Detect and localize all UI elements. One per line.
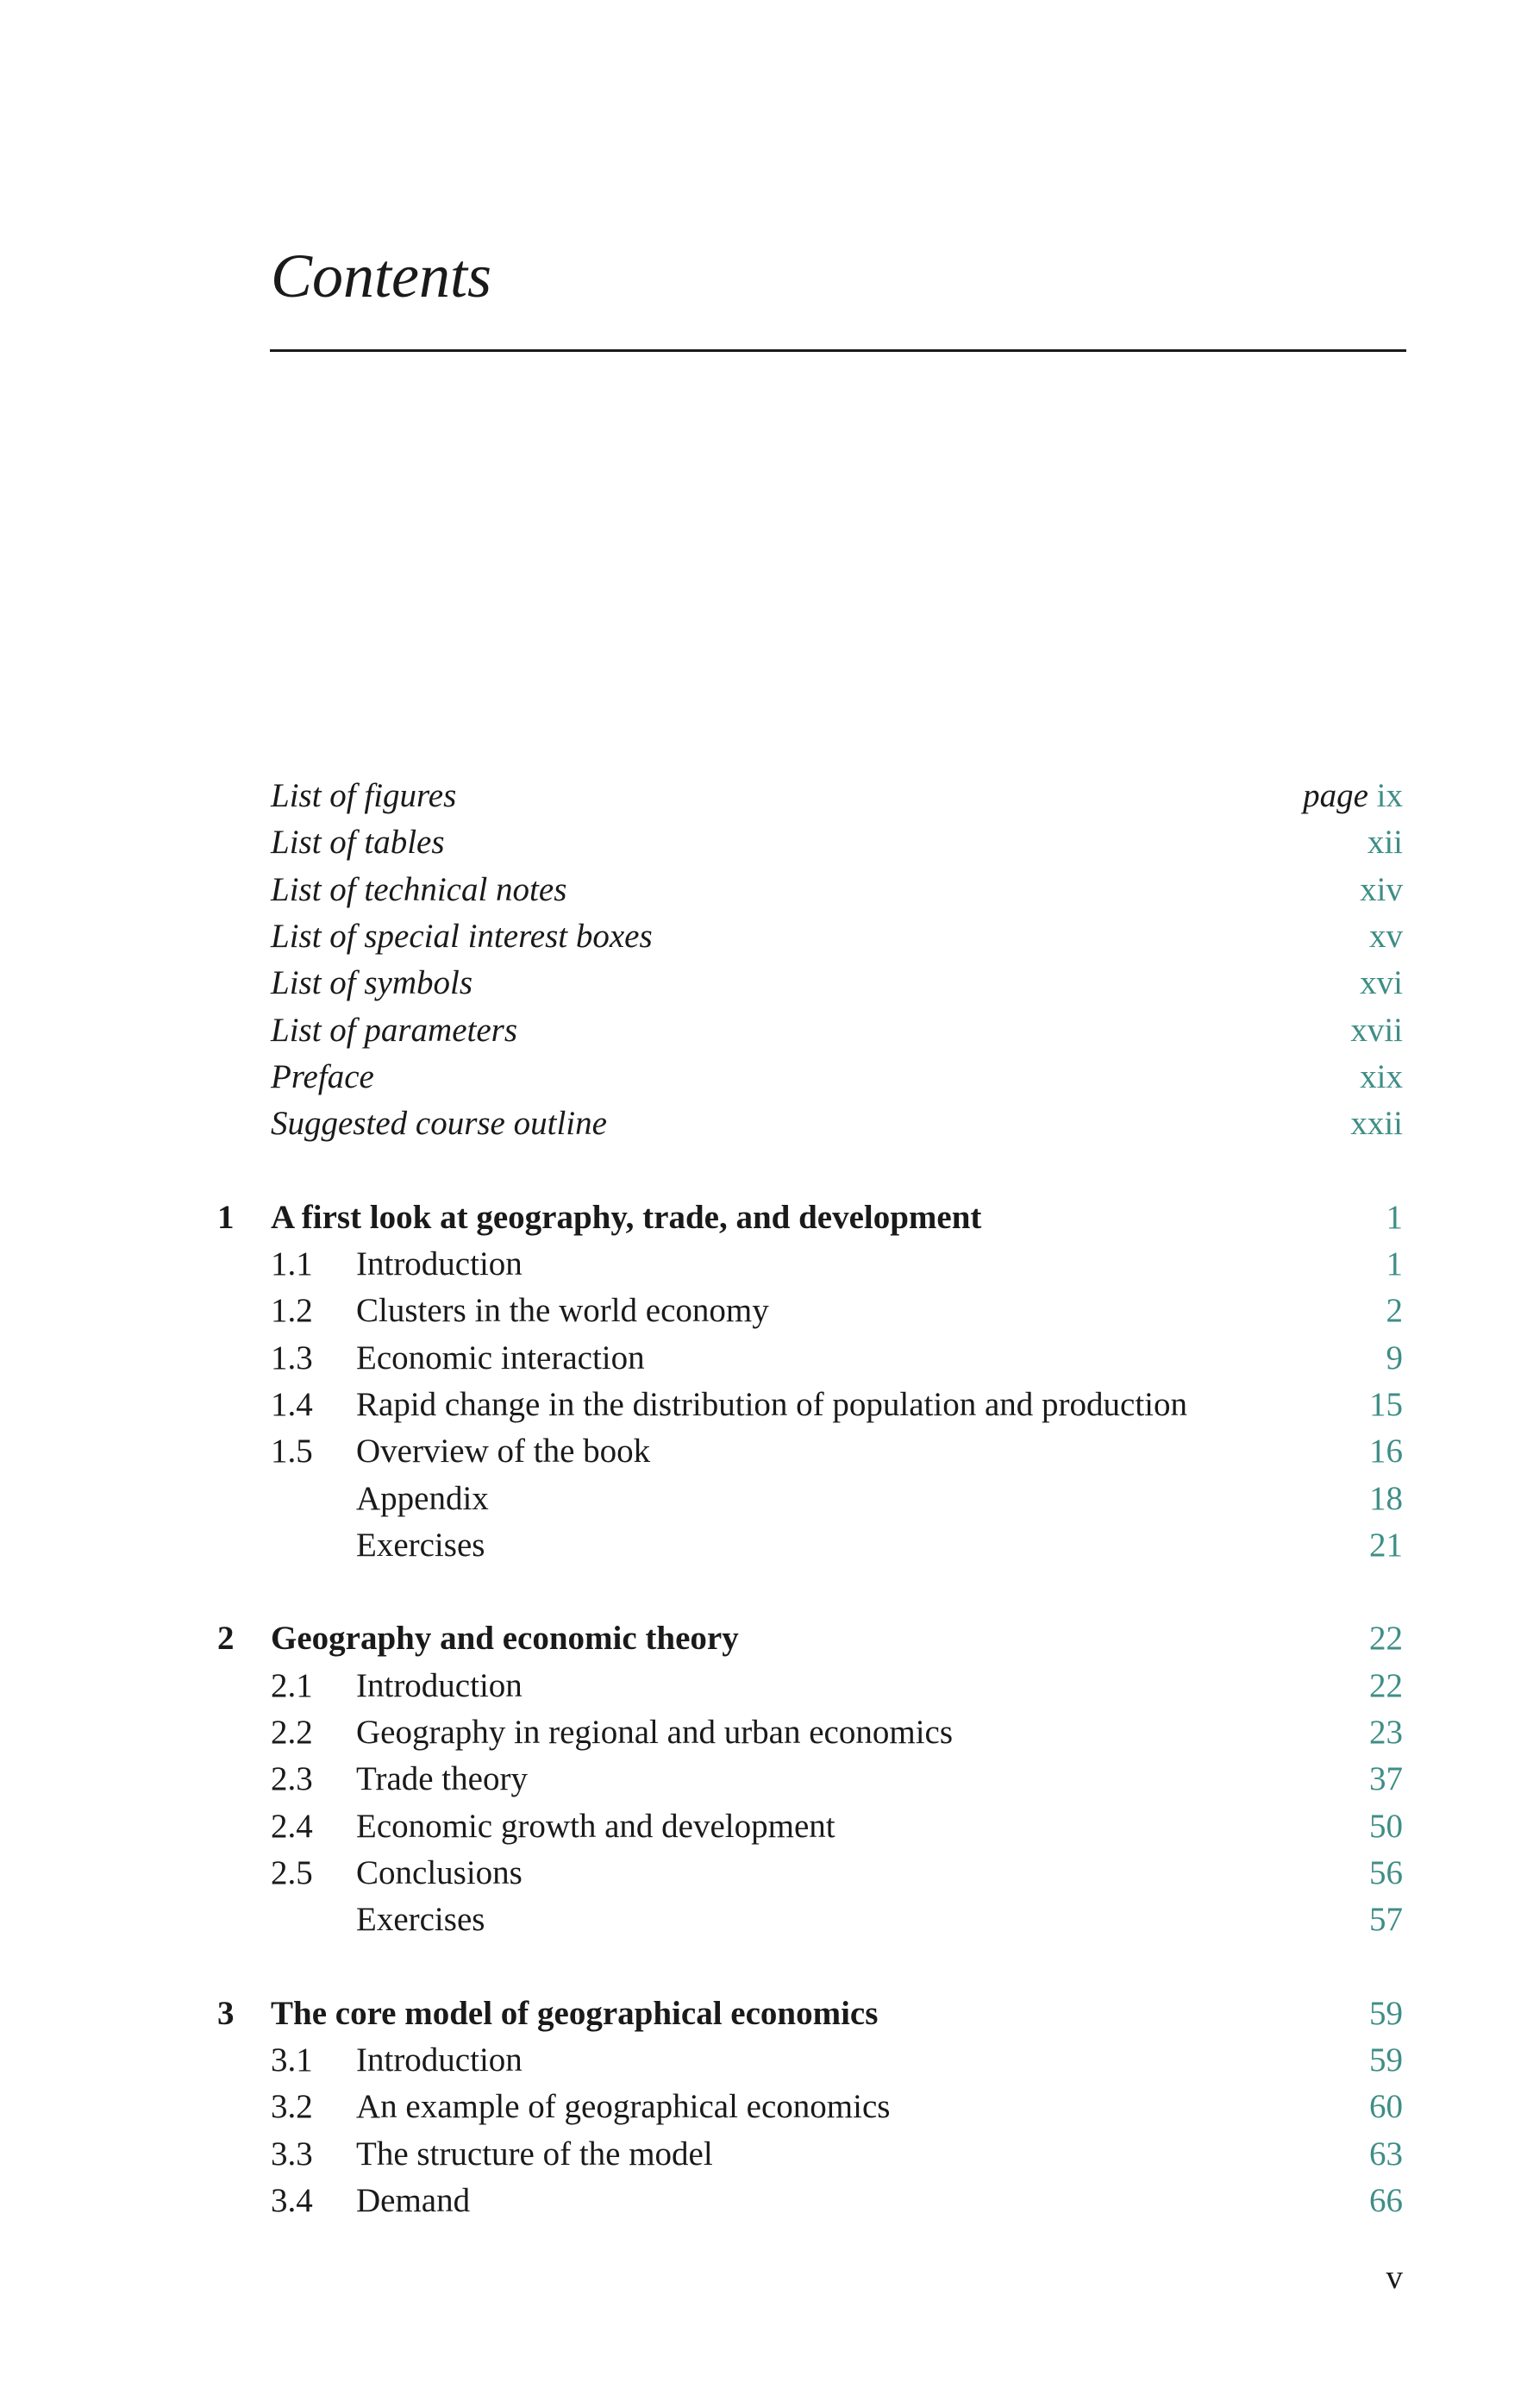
entry-page (1369, 913, 1403, 960)
section-page: 16 (1369, 1433, 1403, 1471)
section-number: 1.1 (271, 1245, 313, 1282)
toc-section-entry (0, 1428, 1527, 1475)
toc-section-entry (0, 1476, 1527, 1522)
toc-section-entry (0, 1241, 1527, 1288)
toc-section-entry (0, 1850, 1527, 1897)
toc-section-entry (0, 1663, 1527, 1709)
chapter-page: 22 (1369, 1620, 1403, 1658)
chapter-title: A first look at geography, trade, and development (271, 1198, 982, 1236)
toc-front-matter-entry (0, 819, 1527, 866)
entry-title: List of figures (271, 777, 457, 814)
section-number: 1.5 (271, 1433, 313, 1471)
toc-front-matter-entry (0, 960, 1527, 1006)
entry-page-number: xii (1367, 824, 1403, 862)
section-page: 23 (1369, 1714, 1403, 1751)
entry-title: List of technical notes (271, 870, 567, 908)
section-title: Geography in regional and urban economics (356, 1714, 954, 1751)
entry-page (1360, 1054, 1403, 1101)
toc-section-entry (0, 2037, 1527, 2084)
page-prefix-label: page (1303, 777, 1368, 814)
toc-section-entry (0, 1335, 1527, 1382)
chapter-title: Geography and economic theory (271, 1620, 739, 1658)
entry-title: List of special interest boxes (271, 917, 653, 955)
toc-front-matter-entry (0, 1007, 1527, 1054)
section-page: 9 (1386, 1339, 1403, 1376)
entry-page-number: xiv (1360, 870, 1403, 908)
section-number: 3.2 (271, 2088, 313, 2126)
entry-title: List of tables (271, 824, 445, 862)
section-title: Introduction (356, 2041, 523, 2079)
chapter-number: 3 (217, 1994, 235, 2032)
section-page: 63 (1369, 2135, 1403, 2173)
section-page: 21 (1369, 1526, 1403, 1564)
toc-section-entry (0, 1522, 1527, 1569)
section-title: Conclusions (356, 1853, 523, 1891)
section-number: 1.2 (271, 1292, 313, 1330)
section-page: 1 (1386, 1245, 1403, 1282)
toc-front-matter-entry (0, 773, 1527, 819)
section-number: 2.3 (271, 1760, 313, 1798)
section-title: Economic growth and development (356, 1807, 835, 1845)
section-page: 2 (1386, 1292, 1403, 1330)
section-page: 18 (1369, 1479, 1403, 1517)
section-page: 15 (1369, 1385, 1403, 1423)
toc-section-entry (0, 1709, 1527, 1756)
entry-page (1367, 819, 1403, 866)
toc-section-entry (0, 1897, 1527, 1943)
section-page: 22 (1369, 1666, 1403, 1704)
section-title: Introduction (356, 1245, 523, 1282)
chapter-number: 2 (217, 1620, 235, 1658)
toc-section-entry (0, 1288, 1527, 1334)
toc-chapter-entry (0, 1615, 1527, 1662)
section-title: Exercises (356, 1901, 485, 1939)
entry-title: List of symbols (271, 964, 473, 1002)
chapter-page: 59 (1369, 1994, 1403, 2032)
section-page: 57 (1369, 1901, 1403, 1939)
section-number: 3.4 (271, 2182, 313, 2219)
section-title: Overview of the book (356, 1433, 651, 1471)
section-page: 66 (1369, 2182, 1403, 2219)
section-number: 1.4 (271, 1385, 313, 1423)
section-page: 60 (1369, 2088, 1403, 2126)
section-number: 2.2 (271, 1714, 313, 1751)
entry-page-number: xxii (1350, 1105, 1403, 1143)
toc-front-matter-entry (0, 913, 1527, 960)
section-page: 56 (1369, 1853, 1403, 1891)
toc-section-entry (0, 2131, 1527, 2178)
page-number: v (1386, 2259, 1403, 2296)
section-title: Demand (356, 2182, 471, 2219)
section-title: Economic interaction (356, 1339, 645, 1376)
section-title: An example of geographical economics (356, 2088, 891, 2126)
section-number: 2.5 (271, 1853, 313, 1891)
toc-front-matter-entry (0, 867, 1527, 913)
section-number: 2.4 (271, 1807, 313, 1845)
section-page: 50 (1369, 1807, 1403, 1845)
section-number: 3.1 (271, 2041, 313, 2079)
entry-page (1350, 1007, 1403, 1054)
entry-title: Preface (271, 1057, 374, 1095)
page-title: Contents (271, 241, 492, 310)
entry-page (1350, 1101, 1403, 1147)
toc-section-entry (0, 2084, 1527, 2130)
entry-page-number: xvi (1360, 964, 1403, 1002)
section-title: Introduction (356, 1666, 523, 1704)
toc-front-matter-entry (0, 1054, 1527, 1101)
chapter-page: 1 (1386, 1198, 1403, 1236)
entry-page (1360, 867, 1403, 913)
section-page: 59 (1369, 2041, 1403, 2079)
toc-front-matter-entry (0, 1101, 1527, 1147)
section-title: Appendix (356, 1479, 489, 1517)
section-title: Trade theory (356, 1760, 528, 1798)
toc-section-entry (0, 2178, 1527, 2224)
entry-title: List of parameters (271, 1011, 518, 1049)
section-number: 2.1 (271, 1666, 313, 1704)
entry-page-number: xv (1369, 917, 1403, 955)
toc-section-entry (0, 1803, 1527, 1850)
toc-chapter-entry (0, 1195, 1527, 1241)
entry-page-number: ix (1376, 777, 1403, 814)
toc-chapter-entry (0, 1991, 1527, 2037)
section-title: Rapid change in the distribution of population and production (356, 1385, 1187, 1423)
section-page: 37 (1369, 1760, 1403, 1798)
entry-page-number: xvii (1350, 1011, 1403, 1049)
chapter-title: The core model of geographical economics (271, 1994, 879, 2032)
toc-section-entry (0, 1756, 1527, 1803)
entry-page (1303, 773, 1403, 819)
section-number: 1.3 (271, 1339, 313, 1376)
toc-section-entry (0, 1382, 1527, 1428)
section-title: Exercises (356, 1526, 485, 1564)
entry-page-number: xix (1360, 1057, 1403, 1095)
section-number: 3.3 (271, 2135, 313, 2173)
section-title: Clusters in the world economy (356, 1292, 769, 1330)
section-title: The structure of the model (356, 2135, 713, 2173)
entry-title: Suggested course outline (271, 1105, 607, 1143)
entry-page (1360, 960, 1403, 1006)
chapter-number: 1 (217, 1198, 235, 1236)
